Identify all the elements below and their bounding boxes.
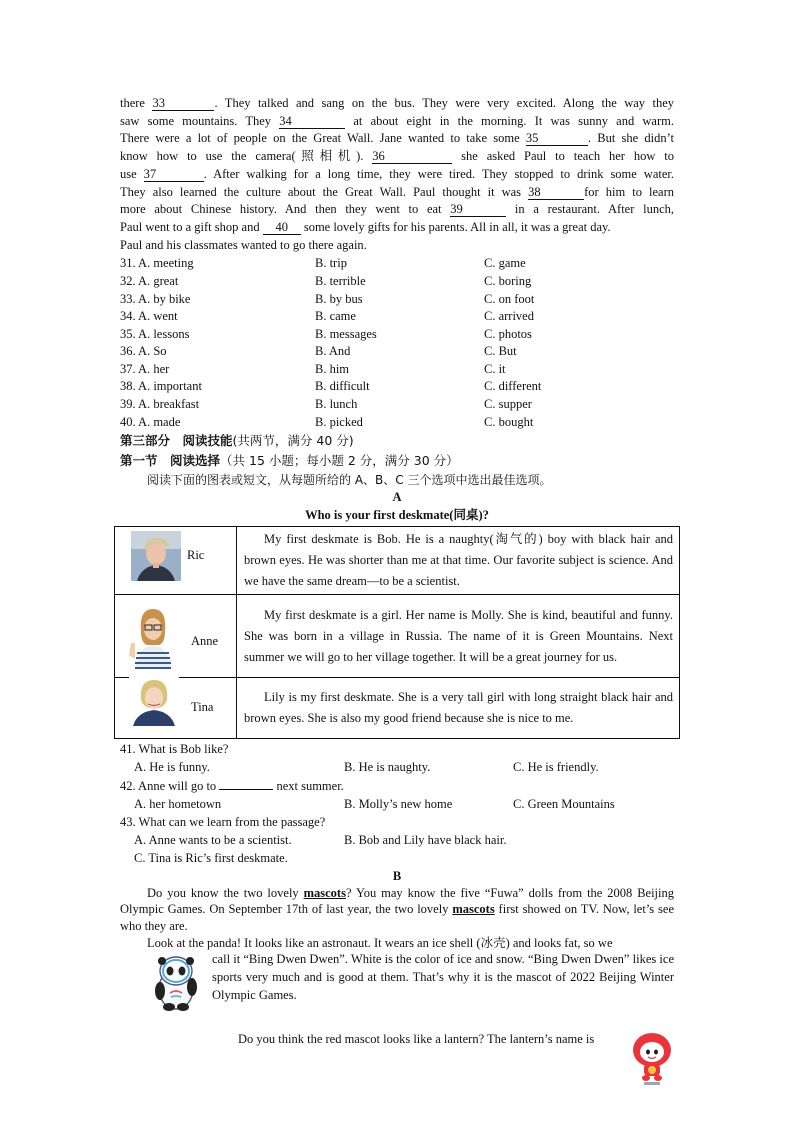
- cloze-line: [120, 219, 674, 237]
- option-42-b[interactable]: B. Molly’s new home: [344, 796, 453, 811]
- cloze-text: for him to learn: [584, 184, 674, 199]
- option-row: [120, 291, 674, 309]
- option-choice[interactable]: 31. A. meeting: [120, 256, 194, 271]
- option-choice[interactable]: B. came: [315, 309, 356, 324]
- option-choice[interactable]: B. lunch: [315, 397, 358, 412]
- option-43-c[interactable]: C. Tina is Ric’s first deskmate.: [134, 851, 288, 866]
- cloze-line: [120, 166, 674, 184]
- cloze-text: . But she didn’t: [587, 131, 674, 146]
- ric-name: Ric: [187, 548, 205, 563]
- ric-photo-icon: [131, 531, 181, 581]
- option-choice[interactable]: B. messages: [315, 326, 377, 341]
- option-43-b[interactable]: B. Bob and Lily have black hair.: [344, 833, 507, 848]
- bing-dwen-dwen-figure: [120, 951, 212, 1031]
- question-42-pre: 42. Anne will go to: [120, 778, 220, 793]
- option-choice[interactable]: B. trip: [315, 256, 347, 271]
- option-choice[interactable]: 40. A. made: [120, 414, 181, 429]
- option-choice[interactable]: 38. A. important: [120, 379, 202, 394]
- cloze-text: some lovely gifts for his parents. All in all, it was a great day.: [300, 219, 611, 234]
- page: [120, 95, 674, 1047]
- option-choice[interactable]: C. on foot: [484, 291, 535, 306]
- p1-text-b: ? You may know the five “Fuwa” dolls from the 2008 Beijing Olympic Games. On September 17th of last year, the two lovely: [120, 885, 674, 917]
- questions-a: [120, 740, 674, 867]
- cloze-text: . They talked and sang on the bus. They were very excited. Along the way they: [214, 96, 675, 110]
- cloze-line: [120, 184, 674, 202]
- option-row: [120, 396, 674, 414]
- option-choice[interactable]: C. supper: [484, 397, 532, 412]
- option-choice[interactable]: 32. A. great: [120, 273, 179, 288]
- question-41: 41. What is Bob like?: [120, 742, 229, 757]
- cloze-line: [120, 113, 674, 131]
- option-choice[interactable]: C. bought: [484, 414, 534, 429]
- option-choice[interactable]: 33. A. by bike: [120, 291, 191, 306]
- instruction: 阅读下面的图表或短文，从每题所给的 A、B、C 三个选项中选出最佳选项。: [147, 473, 552, 488]
- cloze-text: Paul and his classmates wanted to go there again.: [120, 237, 367, 252]
- option-row: [120, 414, 674, 432]
- cloze-text: there: [120, 96, 153, 110]
- option-row: [120, 361, 674, 379]
- passage-a-title: Who is your first deskmate(同桌)?: [305, 508, 489, 523]
- question-42: [120, 777, 674, 795]
- cloze-text: at about eight in the morning. It was sunny and warm.: [345, 113, 674, 128]
- tina-photo-icon: [129, 674, 179, 726]
- option-choice[interactable]: C. boring: [484, 273, 532, 288]
- option-row: [120, 273, 674, 291]
- option-41-a[interactable]: A. He is funny.: [134, 760, 210, 775]
- option-choice[interactable]: C. photos: [484, 326, 532, 341]
- option-choice[interactable]: 35. A. lessons: [120, 326, 190, 341]
- option-42-a[interactable]: A. her hometown: [134, 796, 222, 811]
- section1-heading-rest: （共 15 小题；每小题 2 分，满分 30 分）: [220, 453, 459, 469]
- section1-heading: [120, 451, 674, 471]
- option-42-c[interactable]: C. Green Mountains: [513, 796, 615, 811]
- shuey-rhon-rhon-icon: [630, 1030, 674, 1086]
- mascots-word: mascots: [303, 885, 346, 900]
- part3-heading-rest: (共两节，满分 40 分): [232, 433, 354, 449]
- cloze-blank[interactable]: 37: [144, 167, 204, 182]
- cloze-text: more about Chinese history. And then they went to eat: [120, 202, 451, 217]
- question-42-blank: [219, 789, 273, 790]
- option-choice[interactable]: C. it: [484, 361, 506, 376]
- anne-photo-icon: [125, 603, 181, 669]
- cloze-blank[interactable]: 33: [152, 96, 214, 111]
- ric-cell: [115, 527, 237, 595]
- cloze-text: she asked Paul to teach her how to: [452, 149, 674, 164]
- option-row: [120, 255, 674, 273]
- option-choice[interactable]: 37. A. her: [120, 361, 170, 376]
- cloze-text: use: [120, 166, 144, 181]
- option-row: [120, 378, 674, 396]
- passage-b-letter: B: [392, 868, 402, 883]
- passage-b-p2-wrap: [120, 951, 674, 1004]
- cloze-line: [120, 130, 674, 148]
- cloze-passage: [120, 95, 674, 254]
- option-choice[interactable]: B. him: [315, 361, 350, 376]
- cloze-text: There were a lot of people on the Great Wall. Jane wanted to take some: [120, 131, 526, 146]
- cloze-text: They also learned the culture about the Great Wall. Paul thought it was: [120, 184, 529, 199]
- option-choice[interactable]: B. by bus: [315, 291, 363, 306]
- cloze-blank[interactable]: 38: [528, 185, 584, 200]
- cloze-text: saw some mountains. They: [120, 113, 280, 128]
- deskmate-table: [114, 526, 680, 739]
- question-43: 43. What can we learn from the passage?: [120, 815, 326, 830]
- section1-heading-bold: 第一节 阅读选择: [120, 453, 221, 469]
- option-choice[interactable]: B. And: [315, 344, 351, 359]
- option-choice[interactable]: B. terrible: [315, 273, 366, 288]
- cloze-options: [120, 255, 674, 431]
- option-choice[interactable]: B. difficult: [315, 379, 370, 394]
- anne-name: Anne: [191, 634, 219, 649]
- cloze-line: [120, 237, 674, 255]
- cloze-blank[interactable]: 34: [279, 114, 345, 129]
- option-choice[interactable]: 39. A. breakfast: [120, 397, 200, 412]
- p1-text-a: Do you know the two lovely: [147, 885, 304, 900]
- passage-b-p2-first: Look at the panda! It looks like an astronaut. It wears an ice shell (冰壳) and looks fat, so we: [147, 936, 613, 951]
- part3-heading-bold: 第三部分 阅读技能: [120, 433, 233, 449]
- cloze-blank[interactable]: 36: [372, 149, 452, 164]
- option-choice[interactable]: C. arrived: [484, 309, 534, 324]
- cloze-blank[interactable]: 39: [450, 202, 506, 217]
- cloze-text: know how to use the camera(照相机).: [120, 149, 373, 164]
- question-41-options: [120, 758, 674, 776]
- option-choice[interactable]: C. game: [484, 256, 526, 271]
- option-choice[interactable]: C. But: [484, 344, 517, 359]
- tina-cell: [115, 678, 237, 739]
- tina-name: Tina: [191, 700, 214, 715]
- cloze-blank[interactable]: 40: [263, 220, 301, 235]
- cloze-line: [120, 148, 674, 166]
- mascots-word-2: mascots: [452, 902, 495, 917]
- passage-b-p2: call it “Bing Dwen Dwen”. White is the color of ice and snow. “Bing Dwen Dwen” likes ice sports very much and is good at them. That’s why it is the mascot of 2022 Beijing Winter Olympic Games.: [212, 952, 674, 1002]
- table-row: [115, 678, 680, 739]
- option-row: [120, 308, 674, 326]
- anne-cell: [115, 595, 237, 678]
- anne-text: My first deskmate is a girl. Her name is Molly. She is kind, beautiful and funny. She was born in a village in Russia. The name of it is Green Mountains. Next summer we will go to her village together. It will be a great journey for us.: [237, 595, 680, 678]
- cloze-text: Paul went to a gift shop and: [120, 219, 263, 234]
- option-43-a[interactable]: A. Anne wants to be a scientist.: [134, 833, 292, 848]
- option-41-c[interactable]: C. He is friendly.: [513, 760, 599, 775]
- option-choice[interactable]: C. different: [484, 379, 542, 394]
- cloze-line: [120, 201, 674, 219]
- tina-text: Lily is my first deskmate. She is a very tall girl with long straight black hair and brown eyes. She is also my good friend because she is nice to me.: [237, 678, 680, 739]
- option-row: [120, 343, 674, 361]
- cloze-line: [120, 95, 674, 113]
- option-choice[interactable]: 34. A. went: [120, 309, 178, 324]
- p1-text-c: first showed on TV. Now, let’s see who they are.: [120, 902, 674, 934]
- cloze-text: in a restaurant. After lunch,: [506, 202, 674, 217]
- part3-heading: [120, 431, 674, 451]
- cloze-text: . After walking for a long time, they were tired. They stopped to drink some water.: [203, 166, 675, 181]
- option-choice[interactable]: B. picked: [315, 414, 363, 429]
- ric-text: My first deskmate is Bob. He is a naughty(淘气的) boy with black hair and brown eyes. He was shorter than me at that time. Our favorite subject is science. And we have the same dream—to be a scientist.: [237, 527, 680, 595]
- option-choice[interactable]: 36. A. So: [120, 344, 167, 359]
- passage-b-p1: [120, 885, 674, 935]
- question-42-options: [120, 795, 674, 813]
- question-43-options: [120, 831, 674, 849]
- bing-dwen-dwen-icon: [150, 953, 202, 1011]
- cloze-blank[interactable]: 35: [526, 131, 588, 146]
- option-41-b[interactable]: B. He is naughty.: [344, 760, 431, 775]
- table-row: [115, 527, 680, 595]
- passage-a-letter: A: [392, 490, 402, 505]
- option-row: [120, 326, 674, 344]
- passage-b-p3: Do you think the red mascot looks like a lantern? The lantern’s name is: [238, 1032, 595, 1047]
- table-row: [115, 595, 680, 678]
- question-42-post: next summer.: [273, 778, 344, 793]
